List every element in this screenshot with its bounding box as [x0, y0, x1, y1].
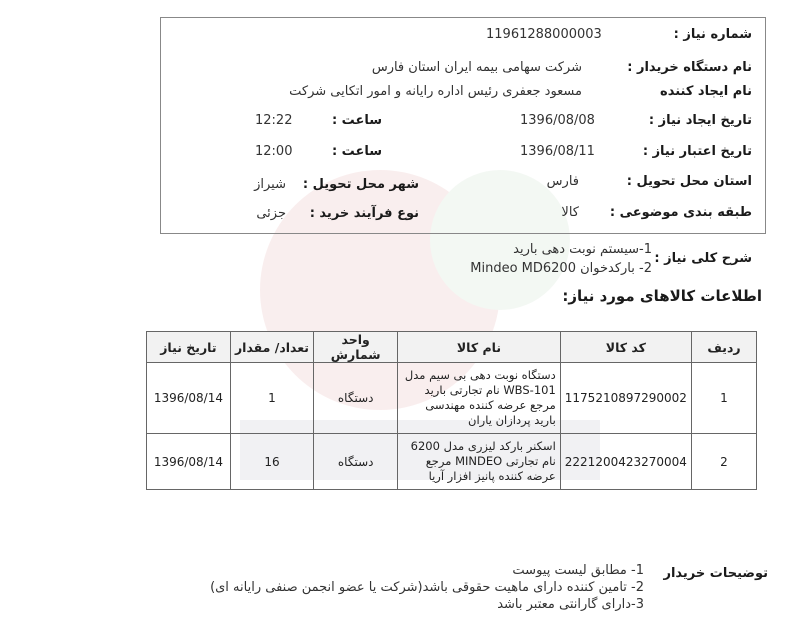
created-date-label: تاریخ ایجاد نیاز :: [648, 113, 752, 128]
buyer-notes-line-3: 3-دارای گارانتی معتبر باشد: [497, 597, 644, 612]
items-table: [146, 331, 757, 490]
province-label: استان محل تحویل :: [626, 174, 752, 189]
quantity-cell: 16: [230, 434, 313, 490]
valid-time-label: ساعت :: [331, 144, 382, 159]
process-label: نوع فرآیند خرید :: [309, 206, 419, 221]
summary-label: شرح کلی نیاز :: [654, 251, 752, 266]
buyer-notes-line-1: 1- مطابق لیست پیوست: [512, 563, 644, 578]
item-name-cell: اسکنر بارکد لیزری مدل 6200 نام تجارتی MINDEO مرجع عرضه کننده پانیز افزار آریا: [398, 434, 561, 490]
col-header-row-number: ردیف: [691, 332, 756, 363]
need-date-cell: 1396/08/14: [147, 363, 231, 434]
need-date-cell: 1396/08/14: [147, 434, 231, 490]
created-time-value: 12:22: [255, 113, 293, 128]
unit-cell: دستگاه: [314, 363, 398, 434]
quantity-cell: 1: [230, 363, 313, 434]
summary-line-2: 2- بارکدخوان Mindeo MD6200: [470, 261, 652, 276]
items-section-title: اطلاعات کالاهای مورد نیاز:: [562, 287, 762, 305]
valid-time-value: 12:00: [255, 144, 293, 159]
col-header-need-date: تاریخ نیاز: [147, 332, 231, 363]
process-value: جزئی: [256, 206, 286, 221]
created-time-label: ساعت :: [331, 113, 382, 128]
row-number-cell: 2: [691, 434, 756, 490]
city-label: شهر محل تحویل :: [302, 177, 419, 192]
col-header-item-code: کد کالا: [560, 332, 691, 363]
buyer-notes-label: توضیحات خریدار: [663, 566, 768, 581]
item-name-cell: دستگاه نوبت دهی بی سیم مدل WBS-101 نام تجارتی بارید مرجع عرضه کننده مهندسی بارید پردازان یاران: [398, 363, 561, 434]
buyer-value: شرکت سهامی بیمه ایران استان فارس: [371, 60, 582, 75]
category-value: کالا: [561, 205, 579, 220]
created-date-value: 1396/08/08: [520, 113, 595, 128]
province-value: فارس: [546, 174, 579, 189]
buyer-label: نام دستگاه خریدار :: [627, 60, 752, 75]
items-table-header: [147, 332, 757, 363]
city-value: شیراز: [254, 177, 286, 192]
valid-date-label: تاریخ اعتبار نیاز :: [642, 144, 752, 159]
row-number-cell: 1: [691, 363, 756, 434]
valid-date-value: 1396/08/11: [520, 144, 595, 159]
table-row: [147, 434, 757, 490]
need-number-label: شماره نیاز :: [673, 27, 752, 42]
buyer-notes-line-2: 2- تامین کننده دارای ماهیت حقوقی باشد(شرکت یا عضو انجمن صنفی رایانه ای): [210, 580, 644, 595]
table-row: [147, 363, 757, 434]
creator-value: مسعود جعفری رئیس اداره رایانه و امور اتکایی شرکت: [289, 84, 582, 99]
col-header-item-name: نام کالا: [398, 332, 561, 363]
category-label: طبقه بندی موضوعی :: [609, 205, 752, 220]
summary-line-1: 1-سیستم نوبت دهی بارید: [513, 242, 652, 257]
creator-label: نام ایجاد کننده: [660, 84, 752, 99]
item-code-cell: 1175210897290002: [560, 363, 691, 434]
need-number-value: 11961288000003: [486, 27, 602, 42]
col-header-unit: واحد شمارش: [314, 332, 398, 363]
col-header-quantity: تعداد/ مقدار: [230, 332, 313, 363]
item-code-cell: 2221200423270004: [560, 434, 691, 490]
unit-cell: دستگاه: [314, 434, 398, 490]
